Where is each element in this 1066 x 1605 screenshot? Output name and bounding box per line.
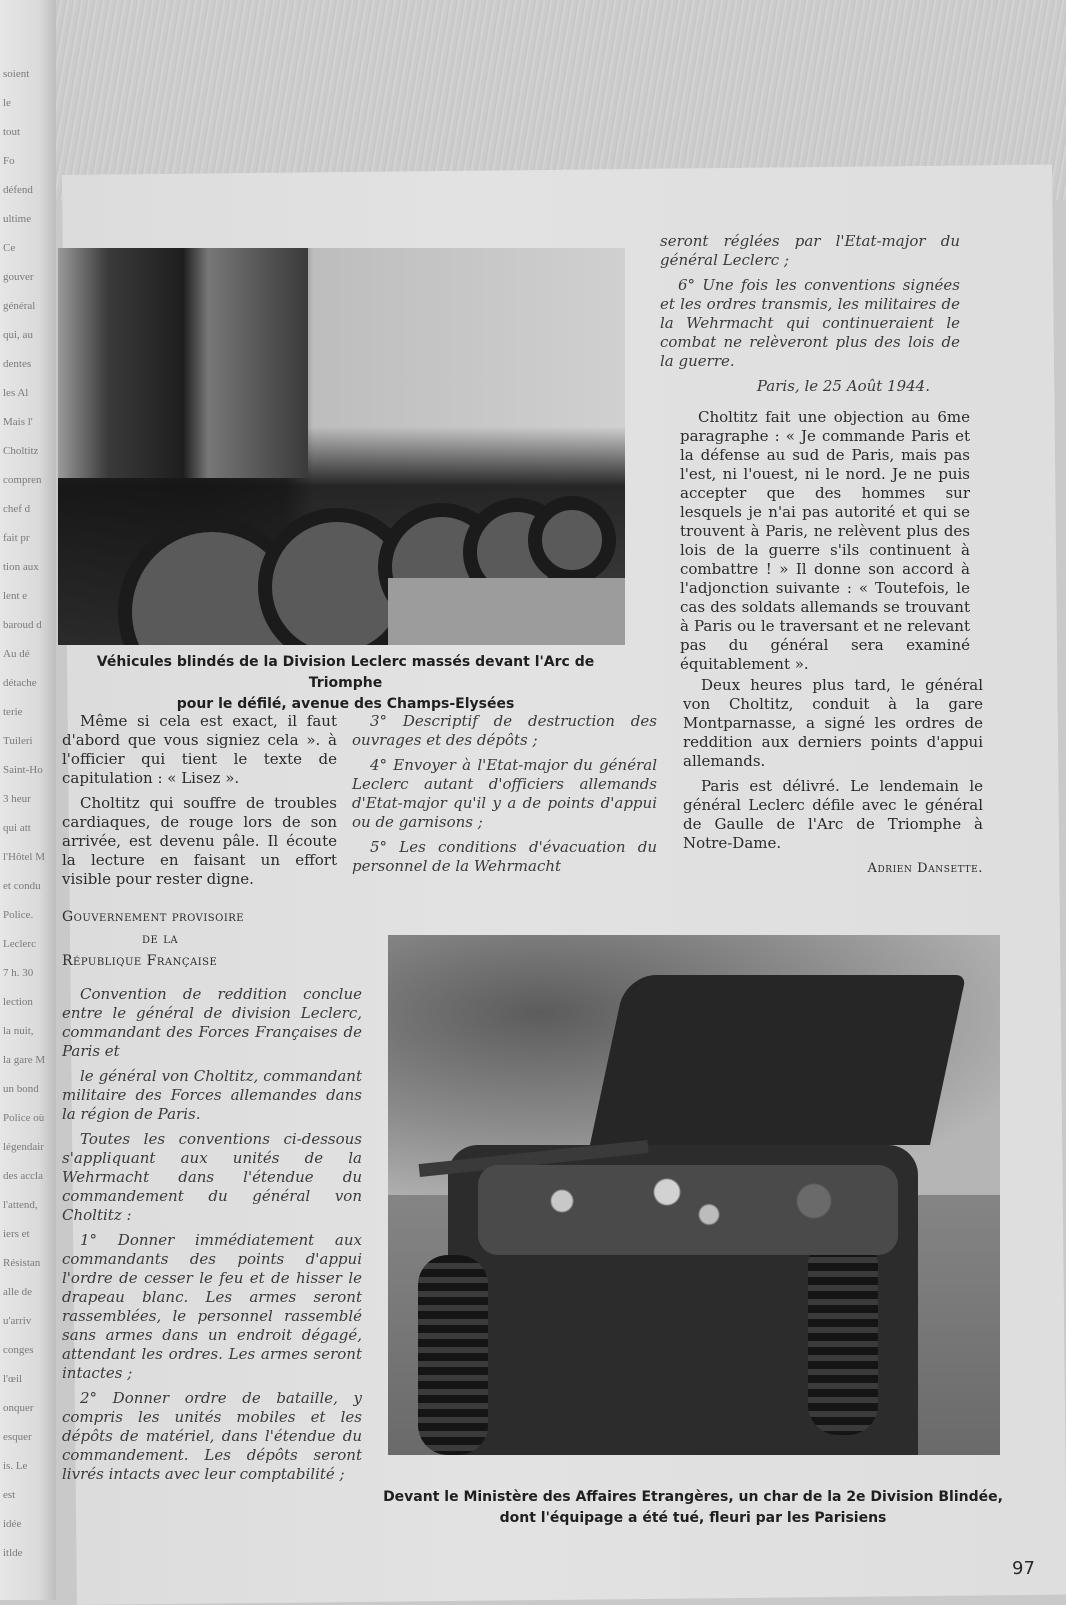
left-column-body (62, 712, 337, 895)
italic-paragraph: Convention de reddition conclue entre le général de division Leclerc, commandant des Forces Françaises de Paris et (62, 985, 362, 1060)
fringe-text-line: fait pr (3, 532, 30, 544)
fringe-text-line: gouver (3, 271, 34, 283)
flowers (478, 1165, 898, 1255)
fringe-text-line: Mais l' (3, 416, 33, 428)
fringe-text-line: qui att (3, 822, 31, 834)
fringe-text-line: et condu (3, 880, 41, 892)
fringe-text-line: soient (3, 68, 30, 80)
fringe-text-line: légendair (3, 1141, 44, 1153)
convention-article-6 (660, 232, 960, 402)
fringe-text-line: Résistan (3, 1257, 41, 1269)
italic-paragraph: le général von Choltitz, commandant militaire des Forces allemandes dans la région de Paris. (62, 1067, 362, 1123)
fringe-text-line: la nuit, (3, 1025, 34, 1037)
fringe-text-line: la gare M (3, 1054, 46, 1066)
previous-page-text-fringe (3, 60, 55, 1568)
italic-paragraph: 1° Donner immédiatement aux commandants des points d'appui l'ordre de cesser le feu et de hisser le drapeau blanc. Les armes seront rassemblées, le personnel rassemblé sans armes dans un endroit dégagé, attendant les ordres. Les armes seront intactes ; (62, 1231, 362, 1382)
italic-paragraph: 2° Donner ordre de bataille, y compris les unités mobiles et les dépôts de matériel, dans l'étendue du commandement. Les dépôts seront livrés intacts avec leur comptabilité ; (62, 1389, 362, 1483)
fringe-text-line: lection (3, 996, 33, 1008)
body-paragraph: Même si cela est exact, il faut d'abord que vous signiez cela ». à l'officier qui tient le texte de capitulation : « Lisez ». (62, 712, 337, 787)
page-number: 97 (1012, 1558, 1035, 1579)
fringe-text-line: onquer (3, 1402, 34, 1414)
photo-tank-with-flowers (388, 935, 1000, 1455)
fringe-text-line: Tuileri (3, 735, 33, 747)
fringe-text-line: itlde (3, 1547, 23, 1559)
photo-caption-arc-de-triomphe (58, 652, 633, 715)
fringe-text-line: détache (3, 677, 37, 689)
fringe-text-line: les Al (3, 387, 29, 399)
fringe-text-line: ultime (3, 213, 32, 225)
caption-line: pour le défilé, avenue des Champs-Elysées (176, 696, 515, 712)
fringe-text-line: tout (3, 126, 21, 138)
fringe-text-line: conges (3, 1344, 34, 1356)
fringe-text-line: le (3, 97, 11, 109)
fringe-text-line: des accla (3, 1170, 43, 1182)
heading-line: de la (142, 931, 179, 947)
fringe-text-line: 3 heur (3, 793, 31, 805)
fringe-text-line: alle de (3, 1286, 33, 1298)
convention-text (62, 985, 362, 1490)
fringe-text-line: u'arriv (3, 1315, 32, 1327)
fringe-text-line: tion aux (3, 561, 39, 573)
vehicle-wheel (528, 496, 616, 584)
fringe-text-line: l'Hôtel M (3, 851, 46, 863)
body-paragraph: Choltitz fait une objection au 6me paragraphe : « Je commande Paris et la défense au sud de Paris, mais pas l'est, ni l'ouest, ni le nord. Je ne puis accepter que des hommes sur lesquels je n'ai pas autorité et qui se trouvent à Paris, ne relèvent plus des lois de la guerre s'ils continuent à combattre ! » Il donne son accord à l'adjonction suivante : « Toutefois, le cas des soldats allemands se trouvant à Paris ou le traversant et ne relevant pas du général sera examiné équitablement ». (680, 408, 970, 673)
fringe-text-line: iers et (3, 1228, 30, 1240)
fringe-text-line: Fo (3, 155, 15, 167)
pavement (388, 578, 625, 645)
photo-caption-tank (378, 1487, 1008, 1529)
fringe-text-line: chef d (3, 503, 31, 515)
fringe-text-line: compren (3, 474, 42, 486)
tank-track-right (808, 1235, 878, 1435)
fringe-text-line: général (3, 300, 36, 312)
fringe-text-line: esquer (3, 1431, 32, 1443)
fringe-text-line: qui, au (3, 329, 33, 341)
italic-paragraph: seront réglées par l'Etat-major du général Leclerc ; (660, 232, 960, 269)
caption-line: Devant le Ministère des Affaires Etrangères, un char de la 2e Division Blindée, (383, 1489, 1003, 1505)
heading-line: République Française (62, 953, 218, 969)
italic-paragraph: 4° Envoyer à l'Etat-major du général Leclerc autant d'officiers allemands d'Etat-major qu'il y a de points d'appui ou de garnisons ; (352, 756, 657, 831)
fringe-text-line: baroud d (3, 619, 42, 631)
arc-de-triomphe-shape (58, 248, 308, 478)
italic-paragraph: 5° Les conditions d'évacuation du personnel de la Wehrmacht (352, 838, 657, 875)
dateline: Paris, le 25 Août 1944. (756, 377, 930, 395)
convention-articles-3-5 (352, 712, 657, 882)
fringe-text-line: défend (3, 184, 33, 196)
fringe-text-line: Choltitz (3, 445, 39, 457)
fringe-text-line: terie (3, 706, 23, 718)
right-column-body (680, 408, 970, 680)
fringe-text-line: Ce (3, 242, 16, 254)
fringe-text-line: idée (3, 1518, 22, 1530)
photo-armored-vehicles-arc-de-triomphe (58, 248, 625, 645)
body-paragraph: Deux heures plus tard, le général von Choltitz, conduit à la gare Montparnasse, a signé les ordres de reddition aux derniers points d'appui allemands. (683, 676, 983, 770)
fringe-text-line: Police où (3, 1112, 45, 1124)
fringe-text-line: 7 h. 30 (3, 967, 34, 979)
previous-page-edge (0, 0, 56, 1600)
fringe-text-line: Au dé (3, 648, 30, 660)
fringe-text-line: l'attend, (3, 1199, 38, 1211)
heading-line: Gouvernement provisoire (62, 909, 245, 925)
document-heading (62, 906, 342, 972)
italic-paragraph: Toutes les conventions ci-dessous s'appliquant aux unités de la Wehrmacht dans l'étendue du commandement du général von Choltitz : (62, 1130, 362, 1224)
fringe-text-line: est (3, 1489, 16, 1501)
right-column-ending (683, 676, 983, 878)
body-paragraph: Choltitz qui souffre de troubles cardiaques, de rouge lors de son arrivée, est devenu pâle. Il écoute la lecture en faisant un effort visible pour rester digne. (62, 794, 337, 888)
caption-line: dont l'équipage a été tué, fleuri par les Parisiens (499, 1510, 887, 1526)
fringe-text-line: lent e (3, 590, 28, 602)
fringe-text-line: is. Le (3, 1460, 28, 1472)
fringe-text-line: Leclerc (3, 938, 36, 950)
body-paragraph: Paris est délivré. Le lendemain le général Leclerc défile avec le général de Gaulle de l'Arc de Triomphe à Notre-Dame. (683, 777, 983, 852)
fringe-text-line: l'œil (3, 1373, 23, 1385)
tank-turret (590, 975, 966, 1145)
fringe-text-line: Police. (3, 909, 34, 921)
italic-paragraph: 6° Une fois les conventions signées et les ordres transmis, les militaires de la Wehrmacht qui continueraient le combat ne relèveront plus des lois de la guerre. (660, 276, 960, 370)
fringe-text-line: Saint-Ho (3, 764, 43, 776)
tank-track-left (418, 1255, 488, 1455)
fringe-text-line: dentes (3, 358, 32, 370)
author-signature: Adrien Dansette. (867, 861, 983, 876)
italic-paragraph: 3° Descriptif de destruction des ouvrages et des dépôts ; (352, 712, 657, 749)
fringe-text-line: un bond (3, 1083, 39, 1095)
caption-line: Véhicules blindés de la Division Leclerc massés devant l'Arc de Triomphe (96, 654, 595, 691)
